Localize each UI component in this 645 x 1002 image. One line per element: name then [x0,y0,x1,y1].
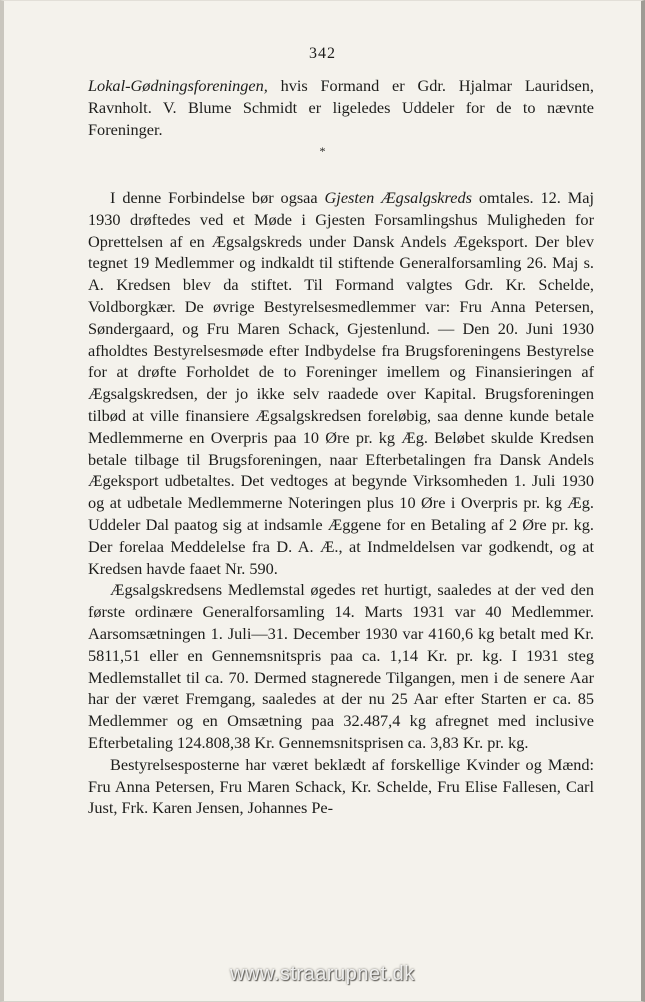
page-number: 342 [309,45,336,62]
paragraph-1-italic: Gjesten Ægsalgskreds [324,188,472,207]
paragraph-2: Ægsalgskredsens Medlemstal øgedes ret hurtigt, saaledes at der ved den første ordinære Generalforsamling 14. Marts 1931 var 40 Medlemmer. Aarsomsætningen 1. Juli—31. December 1930 var 4160,6 kg betalt med Kr. 5811,51 eller en Gennemsnitspris paa ca. 1,14 Kr. pr. kg. I 1931 steg Medlemstallet til ca. 70. Dermed stagnerede Tilgangen, men i de senere Aar har der været Fremgang, saaledes at der nu 25 Aar efter Starten er ca. 85 Medlemmer og en Omsætning paa 32.487,4 kg afregnet med inclusive Efterbetaling 124.808,38 Kr. Gennemsnitsprisen ca. 3,83 Kr. pr. kg. [88,580,594,752]
paragraph-1 [88,187,594,579]
paragraph-1-rest: omtales. 12. Maj 1930 drøftedes ved et Møde i Gjesten Forsamlingshus Muligheden for Oprettelsen af en Ægsalgskreds under Dansk Andels Ægeksport. Der blev tegnet 19 Medlemmer og indkaldt til stiftende Generalforsamling 26. Maj s. A. Kredsen blev da stiftet. Til Formand valgtes Gdr. Kr. Schelde, Voldborgkær. De øvrige Bestyrelsesmedlemmer var: Fru Anna Petersen, Søndergaard, og Fru Maren Schack, Gjestenlund. — Den 20. Juni 1930 afholdtes Bestyrelsesmøde efter Indbydelse fra Brugsforeningens Bestyrelse for at drøfte Forholdet de to Foreninger imellem og Finansieringen af Ægsalgskredsen, der jo ikke selv raadede over Kapital. Brugsforeningen tilbød at ville finansiere Ægsalgskredsen foreløbig, saa denne kunde betale Medlemmerne en Overpris paa 10 Øre pr. kg Æg. Beløbet skulde Kredsen betale tilbage til Brugsforeningen, naar Efterbetalingen fra Dansk Andels Ægeksport udbetaltes. Det vedtoges at begynde Virksomheden 1. Juli 1930 og at udbetale Medlemmerne Noteringen plus 10 Øre i Overpris pr. kg Æg. Uddeler Dal paatog sig at indsamle Æggene for en Betaling af 2 Øre pr. kg. Der forelaa Meddelelse fra D. A. Æ., at Indmeldelsen var godkendt, og at Kredsen havde faaet Nr. 590. [88,188,595,578]
intro-rest: hvis Formand er Gdr. Hjalmar Lauridsen, Ravnholt. V. Blume Schmidt er ligeledes Uddeler for de to nævnte Foreninger. [88,76,594,139]
intro-italic-name: Lokal-Gødningsforeningen, [88,76,268,95]
watermark: www.straarupnet.dk [230,963,415,985]
section-separator: * [319,144,326,158]
body-text [88,187,594,819]
paragraph-1-start: I denne Forbindelse bør ogsaa [110,188,325,207]
paragraph-3: Bestyrelsesposterne har været beklædt af forskellige Kvinder og Mænd: Fru Anna Petersen, Fru Maren Schack, Kr. Schelde, Fru Elise Fallesen, Carl Just, Frk. Karen Jensen, Johannes Pe- [88,754,594,818]
intro-text [88,75,594,140]
intro-paragraph [88,75,594,140]
